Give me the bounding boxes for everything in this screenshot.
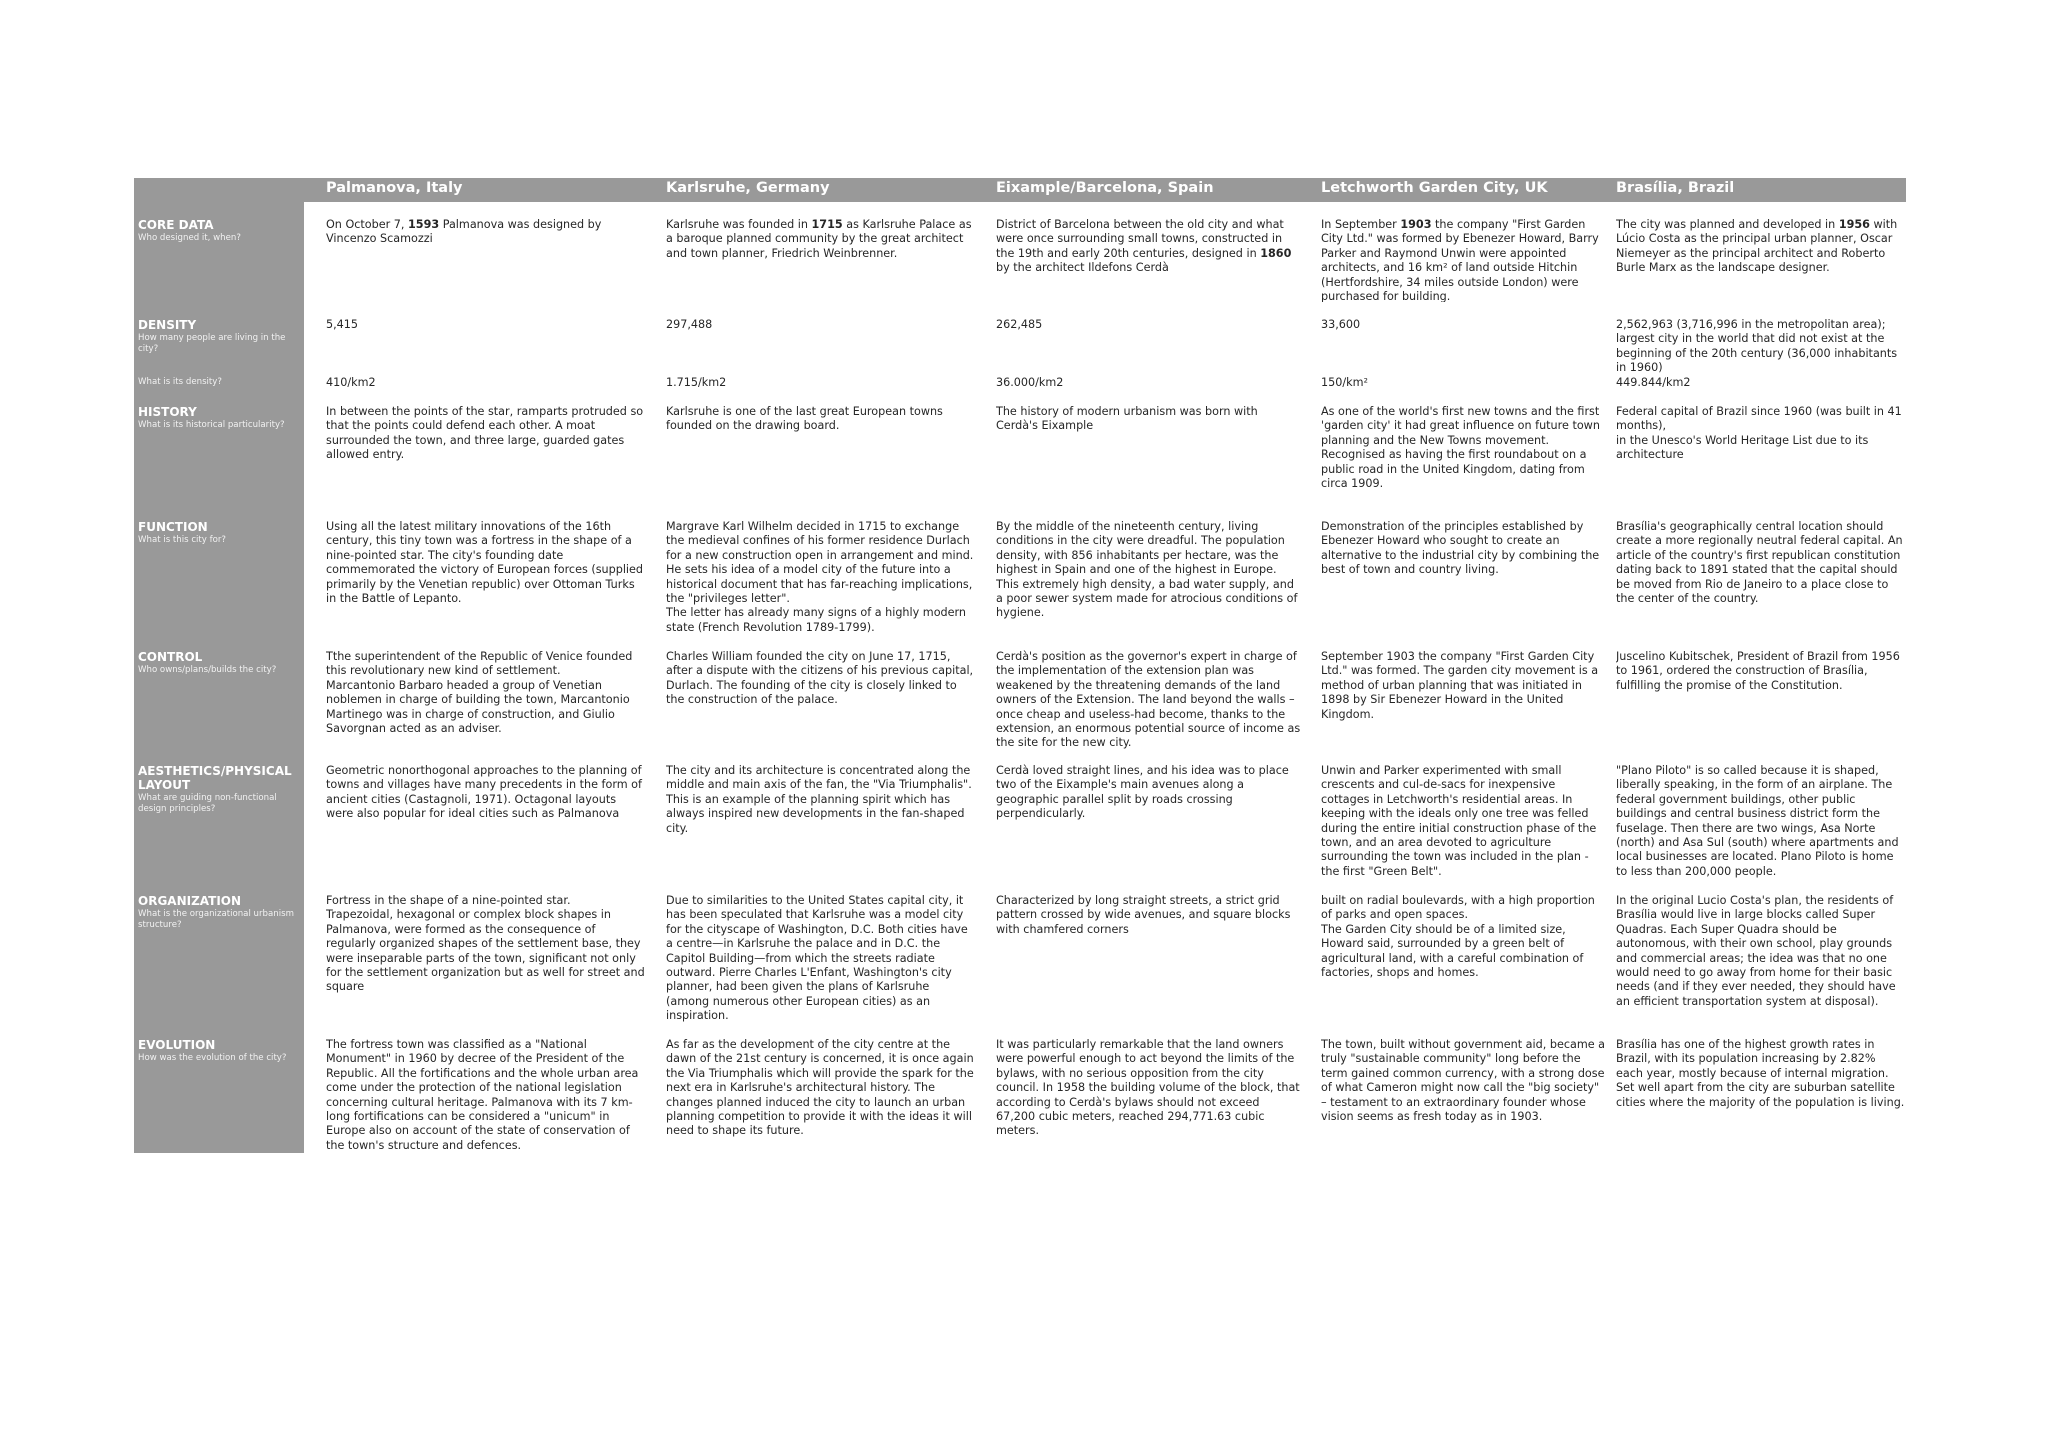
cell-aesthetics-2: Cerdà loved straight lines, and his idea was to place two of the Eixample's main avenues along a geographic parallel split by roads crossing perpendicularly. — [996, 764, 1289, 821]
cell-density-2: 262,485 — [996, 318, 1043, 331]
cell-control-0: Tthe superintendent of the Republic of Venice founded this revolutionary new kind of settlement. Marcantonio Barbaro headed a group of Venetian noblemen in charge of building the town, Marcantonio Martinego was in charge of construction, and Giulio Savorgnan acted as an adviser. — [326, 650, 633, 736]
cell-control-3: September 1903 the company "First Garden City Ltd." was formed. The garden city movement is a method of urban planning that was initiated in 1898 by Sir Ebenezer Howard in the United Kingdom. — [1321, 650, 1599, 721]
cell-evolution-0: The fortress town was classified as a "National Monument" in 1960 by decree of the President of the Republic. All the fortifications and the whole urban area come under the protection of the national legislation concerning cultural heritage. Palmanova with its 7 km-long fortifications can be considered a "unicum" in Europe also on account of the state of conservation of the town's structure and defences. — [326, 1038, 639, 1152]
row-label-function — [138, 520, 298, 546]
cell-evolution-2: It was particularly remarkable that the land owners were powerful enough to act beyond the limits of the bylaws, with no serious opposition from the city council. In 1958 the building volume of the block, that according to Cerdà's bylaws should not exceed 67,200 cubic meters, reached 294,771.63 cubic meters. — [996, 1038, 1300, 1138]
row-title: HISTORY — [138, 405, 197, 419]
row-title: FUNCTION — [138, 520, 208, 534]
cell-density-sq-1: 1.715/km2 — [666, 376, 727, 389]
cell-function-3: Demonstration of the principles established by Ebenezer Howard who sought to create an alternative to the industrial city by combining the best of town and country living. — [1321, 520, 1600, 577]
cell-history-3: As one of the world's first new towns and the first 'garden city' it had great influence on future town planning and the New Towns movement. Recognised as having the first roundabout on a public road in the United Kingdom, dating from circa 1909. — [1321, 405, 1600, 491]
cell-core-4: The city was planned and developed in 1956 with Lúcio Costa as the principal urban planner, Oscar Niemeyer as the principal architect and Roberto Burle Marx as the landscape designer. — [1616, 218, 1898, 275]
row-question: What are guiding non-functional design principles? — [138, 793, 277, 814]
cell-history-4: Federal capital of Brazil since 1960 (was built in 41 months), in the Unesco's World Heritage List due to its architecture — [1616, 405, 1902, 462]
column-header-letchworth: Letchworth Garden City, UK — [1321, 180, 1548, 196]
row-question: Who designed it, when? — [138, 233, 241, 243]
cell-evolution-3: The town, built without government aid, became a truly "sustainable community" long before the term gained common currency, with a strong dose of what Cameron might now call the "big society" – testament to an extraordinary founder whose vision seems as fresh today as in 1903. — [1321, 1038, 1606, 1124]
row-label-density-sq — [138, 376, 298, 388]
cell-control-4: Juscelino Kubitschek, President of Brazil from 1956 to 1961, ordered the construction of Brasília, fulfilling the promise of the Constitution. — [1616, 650, 1900, 692]
cell-aesthetics-0: Geometric nonorthogonal approaches to the planning of towns and villages have many precedents in the form of ancient cities (Castagnoli, 1971). Octagonal layouts were also popular for ideal cities such as Palmanova — [326, 764, 642, 821]
row-title: CORE DATA — [138, 218, 214, 232]
cell-organization-3: built on radial boulevards, with a high proportion of parks and open spaces. The Garden City should be of a limited size, Howard said, surrounded by a green belt of agricultural land, with a careful combination of factories, shops and homes. — [1321, 894, 1595, 980]
row-title: CONTROL — [138, 650, 203, 664]
row-question: How was the evolution of the city? — [138, 1053, 287, 1063]
cell-core-3: In September 1903 the company "First Garden City Ltd." was formed by Ebenezer Howard, Barry Parker and Raymond Unwin were appointed architects, and 16 km² of land outside Hitchin (Hertfordshire, 34 miles outside London) were purchased for building. — [1321, 218, 1599, 302]
row-label-aesthetics — [138, 764, 298, 815]
row-label-history — [138, 405, 298, 431]
row-label-core — [138, 218, 298, 244]
row-question: How many people are living in the city? — [138, 333, 286, 354]
cell-function-0: Using all the latest military innovations of the 16th century, this tiny town was a fortress in the shape of a nine-pointed star. The city's founding date commemorated the victory of European forces (supplied primarily by the Venetian republic) over Ottoman Turks in the Battle of Lepanto. — [326, 520, 644, 606]
cell-function-1: Margrave Karl Wilhelm decided in 1715 to exchange the medieval confines of his former residence Durlach for a new construction open in arrangement and mind. He sets his idea of a model city of the future into a historical document that has far-reaching implications, the "privileges letter". The letter has already many signs of a highly modern state (French Revolution 1789-1799). — [666, 520, 974, 634]
row-question: What is its density? — [138, 377, 222, 387]
cell-core-0: On October 7, 1593 Palmanova was designed by Vincenzo Scamozzi — [326, 218, 602, 246]
row-label-evolution — [138, 1038, 298, 1064]
cell-evolution-4: Brasília has one of the highest growth rates in Brazil, with its population increasing by 2.82% each year, mostly because of internal migration. Set well apart from the city are suburban satellite cities where the majority of the population is living. — [1616, 1038, 1905, 1109]
cell-organization-0: Fortress in the shape of a nine-pointed star. Trapezoidal, hexagonal or complex block shapes in Palmanova, were formed as the consequence of regularly organized shapes of the settlement base, they were inseparable parts of the town, significant not only for the settlement organization but as well for street and square — [326, 894, 645, 994]
cell-aesthetics-1: The city and its architecture is concentrated along the middle and main axis of the fan, the "Via Triumphalis". This is an example of the planning spirit which has always inspired new developments in the fan-shaped city. — [666, 764, 972, 835]
cell-history-0: In between the points of the star, ramparts protruded so that the points could defend each other. A moat surrounded the town, and three large, guarded gates allowed entry. — [326, 405, 644, 462]
column-header-brasilia: Brasília, Brazil — [1616, 180, 1735, 196]
cell-organization-2: Characterized by long straight streets, a strict grid pattern crossed by wide avenues, and square blocks with chamfered corners — [996, 894, 1291, 936]
cell-density-3: 33,600 — [1321, 318, 1361, 331]
cell-density-1: 297,488 — [666, 318, 713, 331]
cell-density-sq-4: 449.844/km2 — [1616, 376, 1691, 389]
row-label-density — [138, 318, 298, 355]
cell-aesthetics-3: Unwin and Parker experimented with small crescents and cul-de-sacs for inexpensive cottages in Letchworth's residential areas. In keeping with the ideals only one tree was felled during the entire initial construction phase of the town, and an area devoted to agriculture surrounding the town was included in the plan - the first "Green Belt". — [1321, 764, 1597, 878]
cell-evolution-1: As far as the development of the city centre at the dawn of the 21st century is concerned, it is once again the Via Triumphalis which will provide the spark for the next era in Karlsruhe's architectural history. The changes planned induced the city to launch an urban planning competition to provide it with the ideas it will need to shape its future. — [666, 1038, 974, 1138]
cell-function-2: By the middle of the nineteenth century, living conditions in the city were dreadful. The population density, with 856 inhabitants per hectare, was the highest in Spain and one of the highest in Europe. This extremely high density, a bad water supply, and a poor sewer system made for atrocious conditions of hygiene. — [996, 520, 1298, 620]
cell-density-0: 5,415 — [326, 318, 359, 331]
cell-organization-1: Due to similarities to the United States capital city, it has been speculated that Karlsruhe was a model city for the cityscape of Washington, D.C. Both cities have a centre—in Karlsruhe the palace and in D.C. the Capitol Building—from which the streets radiate outward. Pierre Charles L'Enfant, Washington's city planner, had been given the plans of Karlsruhe (among numerous other European cities) as an inspiration. — [666, 894, 968, 1023]
cell-aesthetics-4: "Plano Piloto" is so called because it is shaped, liberally speaking, in the form of an airplane. The federal government buildings, other public buildings and central business district form the fuselage. Then there are two wings, Asa Norte (north) and Asa Sul (south) where apartments and local businesses are located. Plano Piloto is home to less than 200,000 people. — [1616, 764, 1899, 878]
column-header-eixample: Eixample/Barcelona, Spain — [996, 180, 1214, 196]
column-header-palmanova: Palmanova, Italy — [326, 180, 463, 196]
row-question: What is its historical particularity? — [138, 420, 285, 430]
row-title: DENSITY — [138, 318, 197, 332]
cell-density-sq-2: 36.000/km2 — [996, 376, 1064, 389]
cell-core-1: Karlsruhe was founded in 1715 as Karlsruhe Palace as a baroque planned community by the great architect and town planner, Friedrich Weinbrenner. — [666, 218, 972, 260]
row-question: Who owns/plans/builds the city? — [138, 665, 277, 675]
row-title: AESTHETICS/PHYSICAL LAYOUT — [138, 764, 292, 792]
row-label-organization — [138, 894, 298, 931]
cell-history-1: Karlsruhe is one of the last great European towns founded on the drawing board. — [666, 405, 943, 433]
column-header-karlsruhe: Karlsruhe, Germany — [666, 180, 830, 196]
cell-density-4: 2,562,963 (3,716,996 in the metropolitan area); largest city in the world that did not exist at the beginning of the 20th century (36,000 inhabitants in 1960) — [1616, 318, 1898, 374]
row-question: What is the organizational urbanism structure? — [138, 909, 294, 930]
cell-history-2: The history of modern urbanism was born with Cerdà's Eixample — [996, 405, 1258, 433]
cell-density-sq-3: 150/km² — [1321, 376, 1368, 389]
row-title: ORGANIZATION — [138, 894, 242, 908]
row-label-control — [138, 650, 298, 676]
row-title: EVOLUTION — [138, 1038, 216, 1052]
cell-core-2: District of Barcelona between the old city and what were once surrounding small towns, constructed in the 19th and early 20th centuries, designed in 1860 by the architect Ildefons Cerdà — [996, 218, 1292, 275]
cell-control-2: Cerdà's position as the governor's expert in charge of the implementation of the extension plan was weakened by the threatening demands of the land owners of the Extension. The land beyond the walls – once cheap and useless-had become, thanks to the extension, an enormous potential source of income as the site for the new city. — [996, 650, 1301, 750]
cell-organization-4: In the original Lucio Costa's plan, the residents of Brasília would live in large blocks called Super Quadras. Each Super Quadra should be autonomous, with their own school, play grounds and commercial areas; the idea was that no one would need to go away from home for their basic needs (and if they ever needed, they should have an efficient transportation system at disposal). — [1616, 894, 1896, 1008]
cell-density-sq-0: 410/km2 — [326, 376, 376, 389]
cell-function-4: Brasília's geographically central location should create a more regionally neutral federal capital. An article of the country's first republican constitution dating back to 1891 stated that the capital should be moved from Rio de Janeiro to a place close to the center of the country. — [1616, 520, 1903, 606]
row-question: What is this city for? — [138, 535, 226, 545]
cell-control-1: Charles William founded the city on June 17, 1715, after a dispute with the citizens of his previous capital, Durlach. The founding of the city is closely linked to the construction of the palace. — [666, 650, 974, 707]
